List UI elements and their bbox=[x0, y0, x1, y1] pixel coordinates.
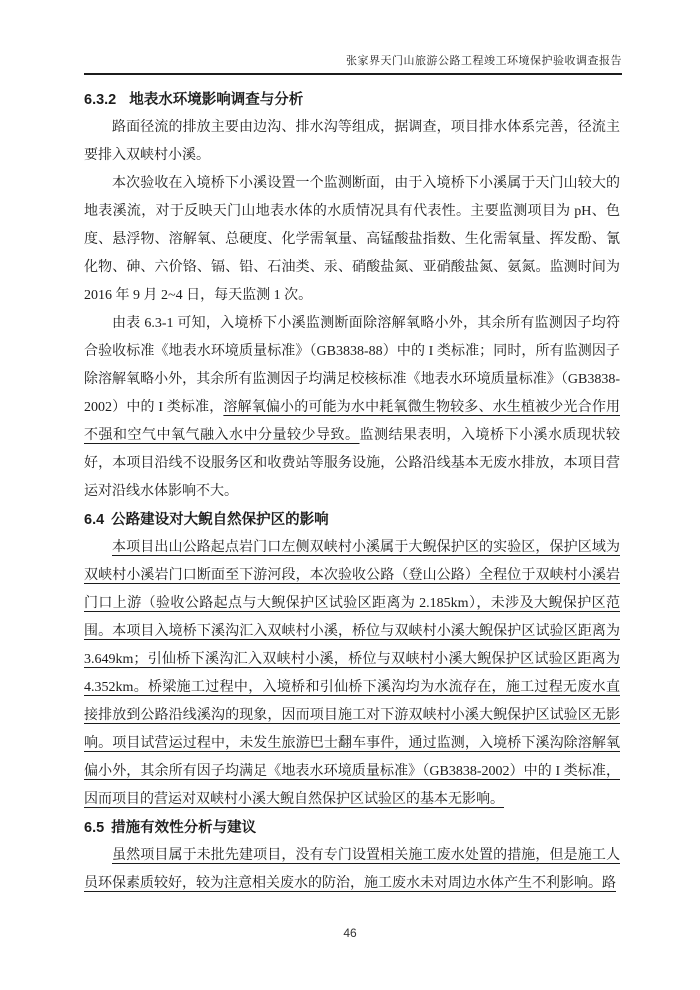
section-heading-6-5 bbox=[84, 814, 620, 842]
section-heading-6-3-2 bbox=[84, 86, 620, 114]
underlined-text: 本项目出山公路起点岩门口左侧双峡村小溪属于大鲵保护区的实验区，保护区域为双峡村小溪岩门口断面至下游河段，本次验收公路（登山公路）全程位于双峡村小溪岩门口上游（验收公路起点与大鲵保护区试验区距离为 2.185km），未涉及大鲵保护区范围。本项目入境桥下溪沟汇入双峡村小溪，桥位与双峡村小溪大鲵保护区试验区距离为 3.649km；引仙桥下溪沟汇入双峡村小溪，桥位与双峡村小溪大鲵保护区试验区距离为 4.352km。桥梁施工过程中，入境桥和引仙桥下溪沟均为水流存在，施工过程无废水直接排放到公路沿线溪沟的现象，因而项目施工对下游双峡村小溪大鲵保护区试验区无影响。项目试营运过程中，未发生旅游巴士翻车事件，通过监测，入境桥下溪沟除溶解氧偏小外，其余所有因子均满足《地表水环境质量标准》（GB3838-2002）中的 I 类标准，因而项目的营运对双峡村小溪大鲵自然保护区试验区的基本无影响。 bbox=[84, 540, 620, 807]
section-heading-6-4 bbox=[84, 506, 620, 534]
paragraph-monitoring-results bbox=[84, 310, 620, 506]
paragraph-measures-effectiveness bbox=[84, 842, 620, 898]
paragraph-runoff: 路面径流的排放主要由边沟、排水沟等组成，据调查，项目排水体系完善，径流主要排入双峡村小溪。 bbox=[84, 120, 620, 163]
section-number: 6.5 bbox=[84, 820, 105, 836]
underlined-text: 虽然项目属于未批先建项目，没有专门设置相关施工废水处置的措施，但是施工人员环保素质较好，较为注意相关废水的防治，施工废水未对周边水体产生不利影响。路 bbox=[84, 848, 620, 891]
paragraph-text: 监测结果表明，入境桥下小溪水质现状较好，本项目沿线不设服务区和收费站等服务设施，公路沿线基本无废水排放，本项目营运对沿线水体影响不大。 bbox=[84, 428, 620, 499]
paragraph-monitoring-section: 本次验收在入境桥下小溪设置一个监测断面，由于入境桥下小溪属于天门山较大的地表溪流，对于反映天门山地表水体的水质情况具有代表性。主要监测项目为 pH、色度、悬浮物、溶解氧、总硬度、化学需氧量、高锰酸盐指数、生化需氧量、挥发酚、氰化物、砷、六价铬、镉、铅、石油类、汞、硝酸盐氮、亚硝酸盐氮、氨氮。监测时间为 2016 年 9 月 2~4 日，每天监测 1 次。 bbox=[84, 176, 620, 303]
page-number: 46 bbox=[343, 926, 357, 940]
section-number: 6.4 bbox=[84, 512, 105, 528]
section-title: 公路建设对大鲵自然保护区的影响 bbox=[111, 512, 329, 528]
section-title: 地表水环境影响调查与分析 bbox=[129, 92, 304, 108]
section-title: 措施有效性分析与建议 bbox=[111, 820, 257, 836]
running-header: 张家界天门山旅游公路工程竣工环境保护验收调查报告 bbox=[84, 52, 622, 75]
paragraph-giant-salamander-reserve bbox=[84, 534, 620, 814]
section-number: 6.3.2 bbox=[84, 92, 117, 108]
page-content bbox=[84, 86, 620, 898]
paragraph-text: 由表 6.3-1 可知，入境桥下小溪监测断面除溶解氧略小外，其余所有监测因子均符合验收标准《地表水环境质量标准》（GB3838-88）中的 I 类标准；同时，所有监测因子除溶解氧略小外，其余所有监测因子均满足校核标准《地表水环境质量标准》（GB3838-2002）中的 I 类标准， bbox=[84, 316, 620, 415]
underlined-text: 溶解氧偏小的可能为水中耗氧微生物较多、水生植被少光合作用不强和空气中氧气融入水中分量较少导致。 bbox=[84, 400, 620, 443]
